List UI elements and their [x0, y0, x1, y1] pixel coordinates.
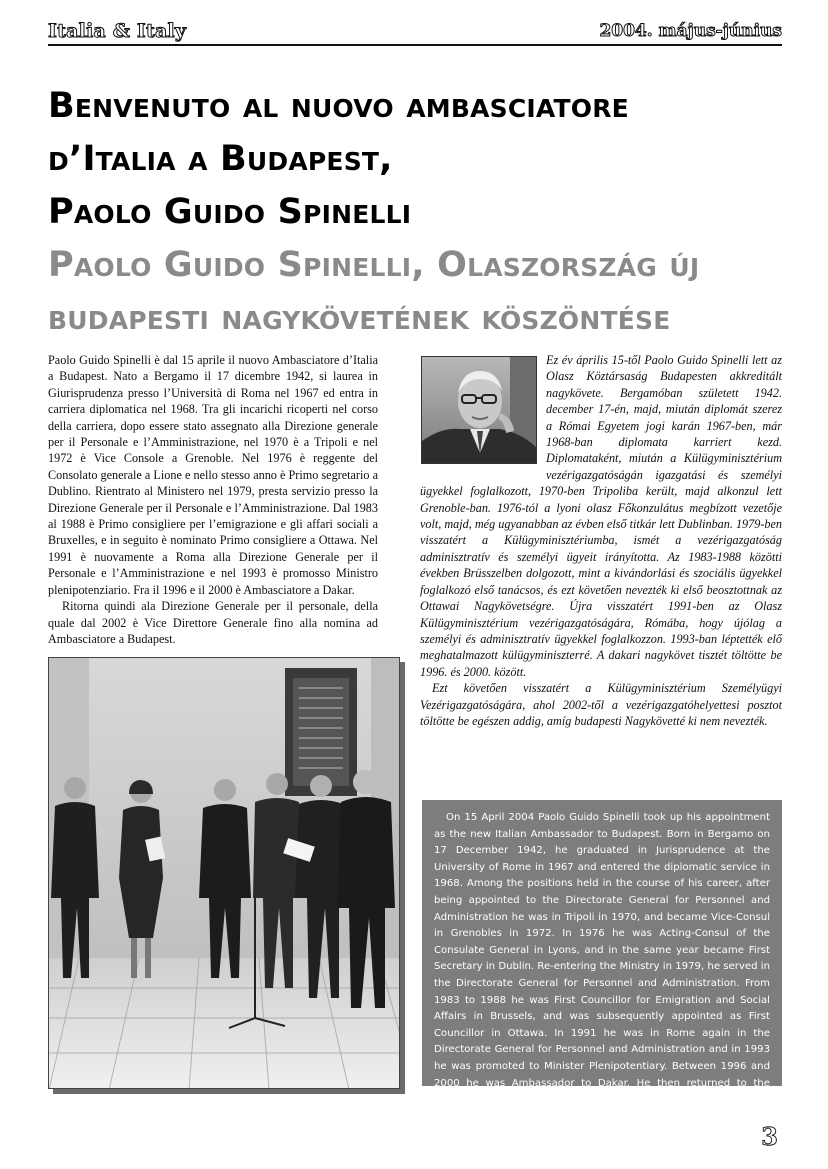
- magazine-title: Italia & Italy: [48, 20, 187, 42]
- portrait-image: [422, 357, 537, 464]
- title-hungarian-line-2: budapesti nagykövetének köszöntése: [48, 298, 671, 338]
- article-title: [48, 80, 788, 345]
- ambassador-portrait-photo: [421, 356, 537, 464]
- issue-date: 2004. május-június: [599, 21, 782, 41]
- page-header: [48, 18, 782, 46]
- hungarian-paragraph-1: Ez év április 15-től Paolo Guido Spinelli lett az Olasz Köztársaság Budapesten akkreditált nagykövete. Bergamóban született 1942. december 17-én, majd, miután diplomát szerez a Római Egyetem jogi karán 1967-ben, már 1968-ban diplomata karriert kezd. Diplomataként, miután a Külügyminisztérium vezérigazgatóságán igazgatási és személyi ügyekkel foglalkozott, 1970-ben Tripoliba került, majd alkonzul lett Grenoble-ban. 1976-tól a lyoni olasz Főkonzulátus megbízott vezetője volt, majd, még ugyanabban az évben első titkár lett Dublinban. 1979-ben visszatért a Külügyminisztériumba, ismét a vezérigazgatóság adminisztratív és személyi ügyeit irányította. Az 1983-1988 közötti években Brüsszelben dolgozott, mint a kivándorlási és szociális ügyekkel foglalkozó első tanácsos, és ezt követően nevezték ki első beosztottnak az Ottawai Nagykövetségre. Újra visszatért 1991-ben az Olasz Külügyminisztérium vezérigazgatóságára, Rómába, hogy újólag a személyi és adminisztratív ügyekkel foglalkozzon. 1993-ban léptették elő meghatalmazott külügyminiszterré. A dakari nagykövet tisztét töltötte be 1996. és 2000. között.: [420, 353, 782, 679]
- title-italian-line-3: Paolo Guido Spinelli: [48, 192, 412, 232]
- reception-photo: [48, 657, 400, 1089]
- title-hungarian-line-1: Paolo Guido Spinelli, Olaszország új: [48, 245, 700, 285]
- title-italian-line-1: Benvenuto al nuovo ambasciatore: [48, 86, 629, 126]
- italian-paragraph-1: Paolo Guido Spinelli è dal 15 aprile il nuovo Ambasciatore d’Italia a Budapest. Nato a Bergamo il 17 dicembre 1942, si laurea in Giurisprudenza presso l’Università di Roma nel 1967 ed entra in carriera diplomatica nel 1968. Tra gli incarichi ricoperti nel corso della carriera, dopo essere stato assegnato alla Direzione generale per il Personale e l’Amministrazione, nel 1970 è a Tripoli e nel 1972 è Vice Console a Grenoble. Nel 1976 è reggente del Consolato generale a Lione e nello stesso anno è Primo segretario a Dublino. Rientrato al Ministero nel 1979, presta servizio presso la Direzione Generale per il Personale e l’Amministrazione. Dal 1983 al 1988 è Primo consigliere per l’emigrazione e gli affari sociali a Bruxelles, e in seguito è nominato Primo consigliere a Ottawa. Nel 1991 è nuovamente a Roma alla Direzione Generale per il Personale e l’Amministrazione e nel 1993 è promosso Ministro plenipotenziario. Fra il 1996 e il 2000 è Ambasciatore a Dakar.: [48, 353, 378, 597]
- title-italian-line-2: d’Italia a Budapest,: [48, 139, 393, 179]
- italian-article-text: [48, 352, 378, 647]
- english-summary-box: [422, 800, 782, 1139]
- hungarian-paragraph-2: Ezt követően visszatért a Külügyminisztérium Személyügyi Vezérigazgatóságára, ahol 2002-től a vezérigazgatóhelyettesi posztot töltötte be egészen addig, amíg budapesti Nagykövetté ki nem nevezték.: [420, 681, 782, 728]
- page-number: 3: [761, 1122, 778, 1151]
- english-paragraph: On 15 April 2004 Paolo Guido Spinelli took up his appointment as the new Italian Ambassador to Budapest. Born in Bergamo on 17 December 1942, he graduated in Jurisprudence at the University of Rome in 1967 and entered the diplomatic service in 1968. Among the positions held in the course of his career, after being appointed to the Directorate General for Personnel and Administration he was in Tripoli in 1970, and became Vice-Consul in Grenobles in 1972. In 1976 he was Acting-Consul of the Consulate General in Lyons, and in the same year became First Secretary in Dublin. Re-entering the Ministry in 1979, he served in the Directorate General for Personnel and Administration. From 1983 to 1988 he was First Councillor for Emigration and Social Affairs in Brussels, and was subsequently appointed as First Councillor in Ottawa. In 1991 he was in Rome again in the Directorate General for Personnel and Administration and in 1993 he was promoted to Minister Plenipotentiary. Between 1996 and 2000 he was Ambassador to Dakar. He then returned to the Directorate General for Personnel and Administration where from 2002 he held the post of Vice-Director General until his appointment to Budapest.: [434, 812, 770, 1139]
- italian-paragraph-2: Ritorna quindi ala Direzione Generale per il personale, della quale dal 2002 è Vice Direttore Generale fino alla nomina ad Ambasciatore a Budapest.: [48, 599, 378, 646]
- reception-image: [49, 658, 400, 1089]
